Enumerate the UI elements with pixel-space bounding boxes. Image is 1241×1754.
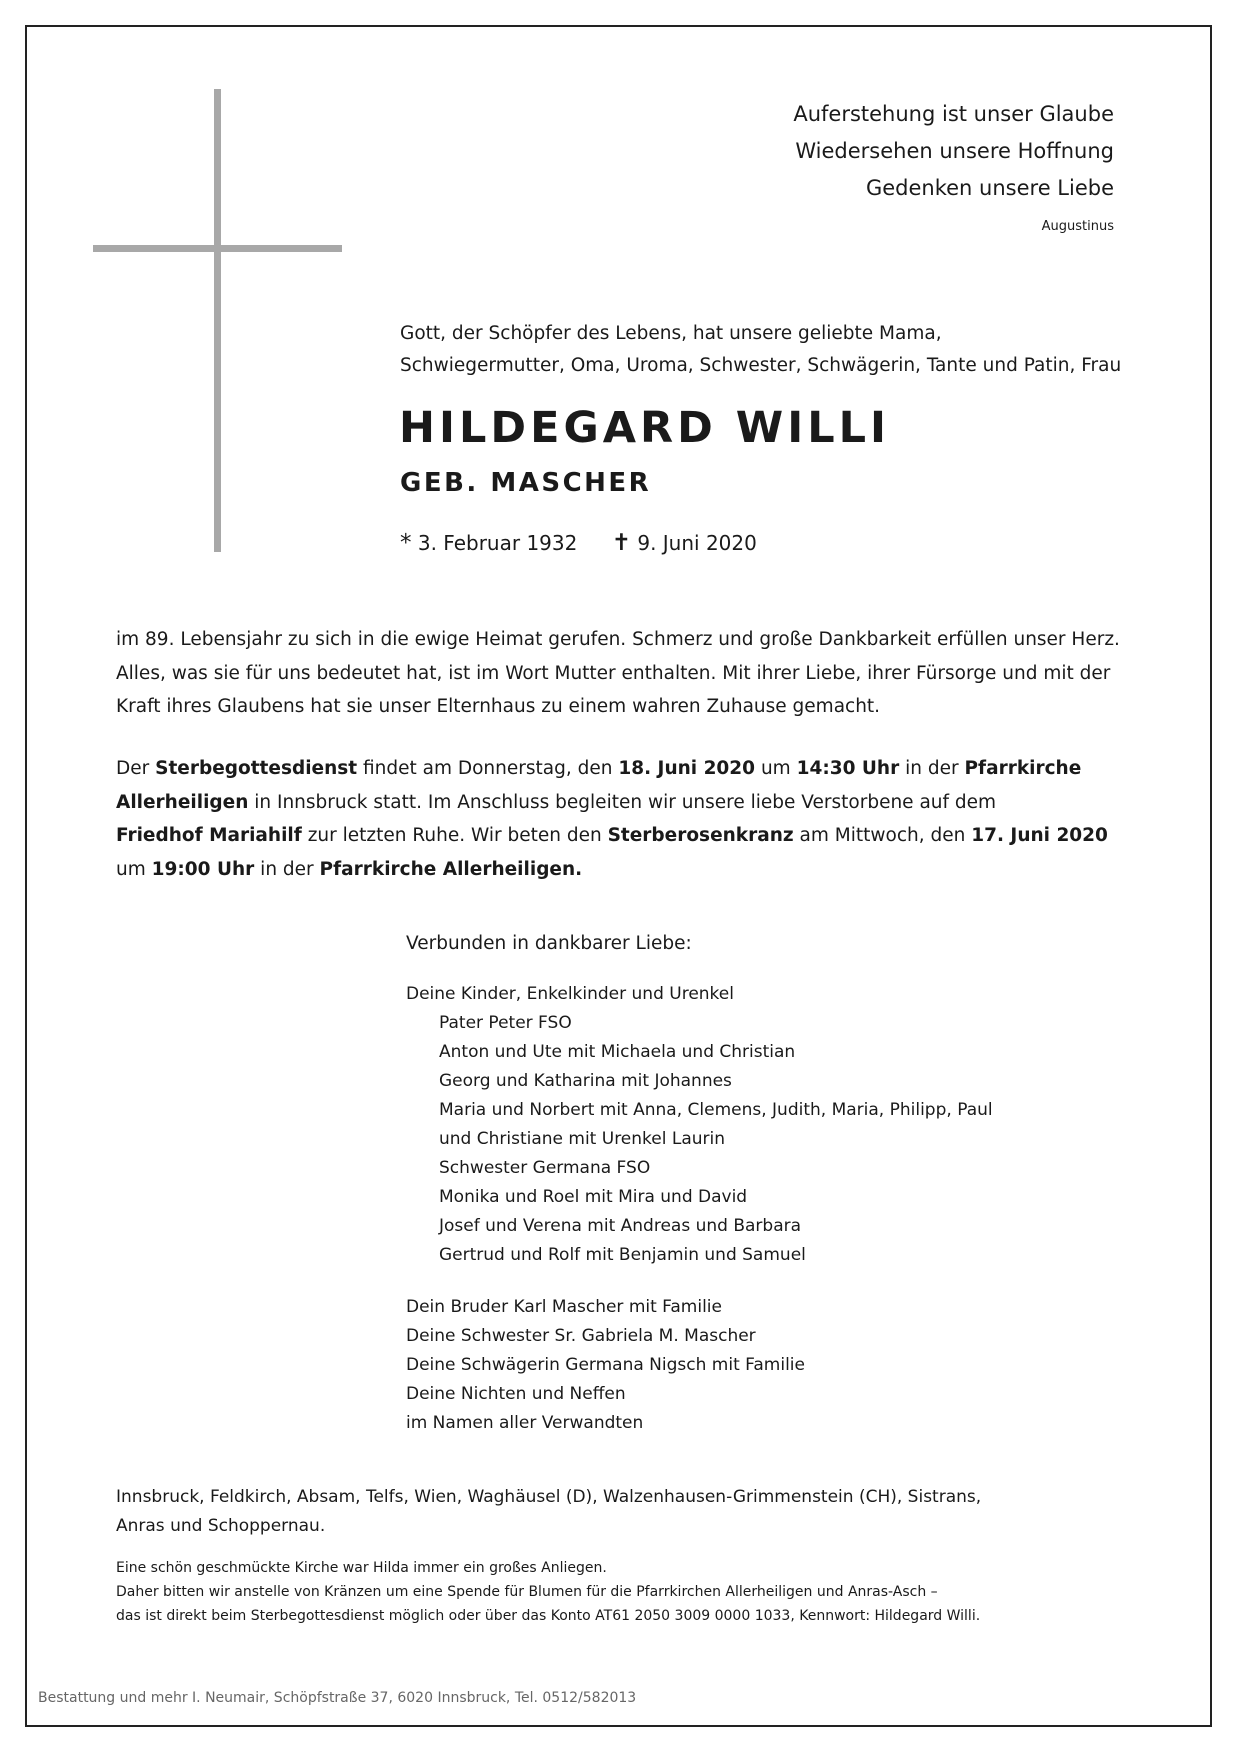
deceased-name: HILDEGARD WILLI (399, 403, 891, 453)
epigraph-line: Gedenken unsere Liebe (865, 176, 1114, 200)
mourners-heading: Deine Kinder, Enkelkinder und Urenkel (406, 984, 734, 1004)
mourner-entry: Deine Schwägerin Germana Nigsch mit Familie (406, 1355, 805, 1375)
birth-date: 3. Februar 1932 (417, 531, 578, 555)
mourners-children (406, 980, 993, 1270)
paragraph-line: im 89. Lebensjahr zu sich in die ewige Heimat gerufen. Schmerz und große Dankbarkeit erfüllen unser Herz. (116, 629, 1120, 650)
cross-icon (214, 89, 221, 552)
funeral-home-footer: Bestattung und mehr I. Neumair, Schöpfstraße 37, 6020 Innsbruck, Tel. 0512/582013 (38, 1690, 637, 1706)
mourner-entry: Dein Bruder Karl Mascher mit Familie (406, 1297, 722, 1317)
places-list (116, 1483, 981, 1541)
mourner-entry: Pater Peter FSO (439, 1013, 572, 1033)
maiden-name: GEB. MASCHER (400, 468, 652, 498)
mourner-entry: Maria und Norbert mit Anna, Clemens, Judith, Maria, Philipp, Paul (439, 1100, 993, 1120)
mourner-entry: Schwester Germana FSO (439, 1158, 651, 1178)
note-line: Daher bitten wir anstelle von Kränzen um eine Spende für Blumen für die Pfarrkirchen Allerheiligen und Anras-Asch – (116, 1584, 938, 1600)
birth-star-icon: * (400, 530, 412, 556)
places-line: Anras und Schoppernau. (116, 1516, 326, 1536)
paragraph-line: Alles, was sie für uns bedeutet hat, ist im Wort Mutter enthalten. Mit ihrer Liebe, ihrer Fürsorge und mit der (116, 662, 1111, 684)
death-date: 9. Juni 2020 (637, 531, 757, 555)
epigraph-source: Augustinus (1041, 219, 1114, 234)
paragraph-line: Friedhof Mariahilf zur letzten Ruhe. Wir beten den Sterberosenkranz am Mittwoch, den 17. Juni 2020 (116, 825, 1108, 846)
mourner-entry: Josef und Verena mit Andreas und Barbara (439, 1216, 802, 1236)
mourner-entry: Deine Nichten und Neffen (406, 1384, 626, 1404)
note-line: Eine schön geschmückte Kirche war Hilda immer ein großes Anliegen. (116, 1560, 607, 1576)
intro-line: Gott, der Schöpfer des Lebens, hat unsere geliebte Mama, (400, 323, 942, 344)
cross-icon-bar (93, 245, 342, 252)
mourner-entry: Gertrud und Rolf mit Benjamin und Samuel (439, 1245, 806, 1265)
mourner-entry: Georg und Katharina mit Johannes (439, 1071, 732, 1091)
donation-note (116, 1556, 980, 1628)
life-dates (400, 530, 757, 556)
paragraph-line: Kraft ihres Glaubens hat sie unser Elternhaus zu einem wahren Zuhause gemacht. (116, 696, 881, 717)
note-line: das ist direkt beim Sterbegottesdienst möglich oder über das Konto AT61 2050 3009 0000 1033, Kennwort: Hildegard Willi. (116, 1608, 981, 1624)
epigraph (793, 96, 1114, 207)
mourner-entry: Monika und Roel mit Mira und David (439, 1187, 748, 1207)
places-line: Innsbruck, Feldkirch, Absam, Telfs, Wien, Waghäusel (D), Walzenhausen-Grimmenstein (CH), Sistrans, (116, 1487, 982, 1507)
paragraph-line: Allerheiligen in Innsbruck statt. Im Anschluss begleiten wir unsere liebe Verstorbene auf dem (116, 791, 997, 813)
closing-line: Verbunden in dankbarer Liebe: (406, 933, 692, 954)
paragraph-line: Der Sterbegottesdienst findet am Donnerstag, den 18. Juni 2020 um 14:30 Uhr in der Pfarrkirche (116, 758, 1082, 779)
epigraph-line: Wiedersehen unsere Hoffnung (795, 139, 1114, 163)
mourner-entry: und Christiane mit Urenkel Laurin (439, 1129, 726, 1149)
mourner-entry: Deine Schwester Sr. Gabriela M. Mascher (406, 1326, 756, 1346)
mourners-relatives (406, 1293, 805, 1438)
intro-line: Schwiegermutter, Oma, Uroma, Schwester, Schwägerin, Tante und Patin, Frau (400, 355, 1122, 376)
service-paragraph (116, 752, 1108, 886)
mourner-entry: Anton und Ute mit Michaela und Christian (439, 1042, 796, 1062)
epigraph-line: Auferstehung ist unser Glaube (793, 102, 1114, 126)
obituary-paragraph (116, 623, 1120, 724)
mourner-entry: im Namen aller Verwandten (406, 1413, 644, 1433)
intro-text (400, 318, 1121, 382)
paragraph-line: um 19:00 Uhr in der Pfarrkirche Allerheiligen. (116, 858, 583, 880)
death-cross-icon: ✝ (611, 530, 631, 556)
